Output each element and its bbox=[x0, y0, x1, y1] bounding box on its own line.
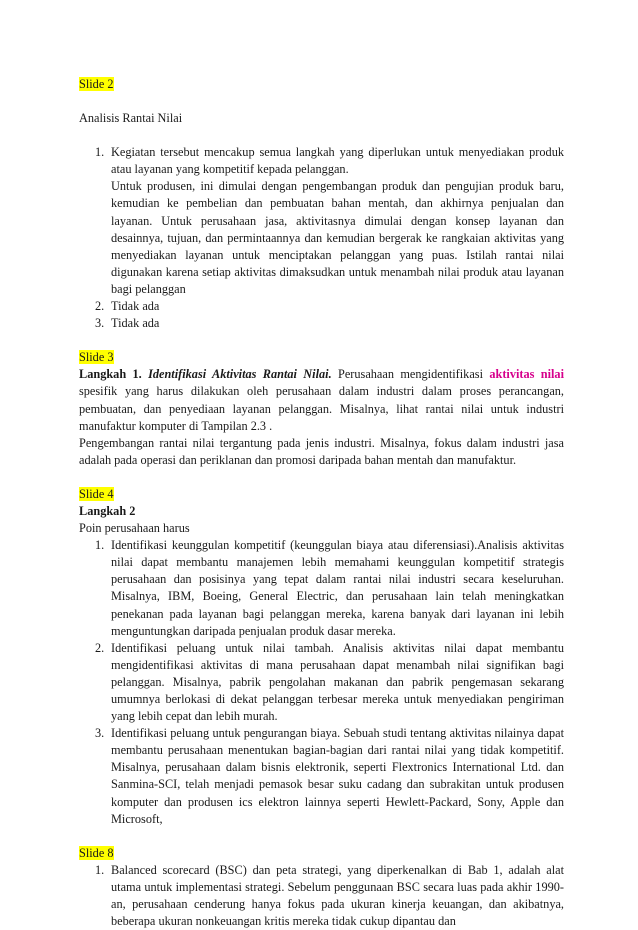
list-item: 1. Identifikasi keunggulan kompetitif (keunggulan biaya atau diferensiasi).Analisis aktivitas nilai dapat membantu manajemen lebih memahami keunggulan kompetitif strategis perusahaan dan posisinya yang tepat dalam rantai nilai industri secara keseluruhan. Misalnya, IBM, Boeing, General Electric, dan perusahaan lain telah meningkatkan penekanan pada layanan bagi pelanggan mereka, karena banyak dari layanan ini lebih menguntungkan daripada penjualan produk dasar mereka. bbox=[95, 538, 564, 638]
list-item-text: Tidak ada bbox=[111, 316, 160, 331]
list-item: 2. Identifikasi peluang untuk nilai tambah. Analisis aktivitas nilai dapat membantu mengidentifikasi aktivitas di mana perusahaan dapat menambah nilai signifikan bagi pelanggan. Misalnya, pabrik pengolahan makanan dan pabrik pengemasan sekarang umumnya berlokasi di dekat pelanggan terbesar mereka untuk menyediakan pengiriman yang lebih cepat dan lebih murah. bbox=[95, 640, 564, 724]
slide-8-list bbox=[79, 862, 564, 930]
slide-4-heading: Langkah 2 bbox=[79, 503, 136, 518]
slide-3-label: Slide 3 bbox=[79, 350, 114, 365]
list-item-text: Identifikasi peluang untuk pengurangan biaya. Sebuah studi tentang aktivitas nilainya dapat membantu perusahaan menentukan bagian-bagian dari rantai nilai yang tidak kompetitif. Misalnya, perusahaan dalam bisnis elektronik, seperti Flextronics International Ltd. dan Sanmina-SCI, telah menjadi pemasok besar suku cadang dan subrakitan untuk produsen komputer dan produsen ics elektron lainnya seperti Hewlett-Packard, Sony, Apple dan Microsoft, bbox=[111, 726, 564, 826]
list-item-text-continued: Untuk produsen, ini dimulai dengan pengembangan produk dan pengujian produk baru, kemudian ke pembelian dan pembuatan bahan mentah, dan akhirnya penjualan dan layanan. Untuk perusahaan jasa, aktivitasnya dimulai dengan konsep layanan dan desainnya, tujuan, dan permintaannya dan kemudian bergerak ke rangkaian aktivitas yang menyediakan layanan untuk menciptakan pelanggan yang puas. Istilah rantai nilai digunakan karena setiap aktivitas dimaksudkan untuk menambah nilai produk atau layanan bagi pelanggan bbox=[111, 179, 564, 296]
list-item-text: Balanced scorecard (BSC) dan peta strategi, yang diperkenalkan di Bab 1, adalah alat utama untuk implementasi strategi. Sebelum penggunaan BSC secara luas pada akhir 1990-an, perusahaan cenderung hanya fokus pada ukuran kinerja keuangan, dan akibatnya, beberapa ukuran nonkeuangan kritis mereka tidak cukup dipantau dan bbox=[111, 862, 564, 929]
slide-8-label: Slide 8 bbox=[79, 845, 114, 860]
list-item: 1. Balanced scorecard (BSC) dan peta strategi, yang diperkenalkan di Bab 1, adalah alat utama untuk implementasi strategi. Sebelum penggunaan BSC secara luas pada akhir 1990-an, perusahaan cenderung hanya fokus pada ukuran kinerja keuangan, dan akibatnya, beberapa ukuran nonkeuangan kritis mereka tidak cukup dipantau dan bbox=[95, 862, 564, 929]
slide-2-heading: Analisis Rantai Nilai bbox=[79, 111, 183, 126]
list-item: 1. Kegiatan tersebut mencakup semua langkah yang diperlukan untuk menyediakan produk atau layanan yang kompetitif kepada pelanggan. Untuk produsen, ini dimulai dengan pengembangan produk dan pengujian produk baru, kemudian ke pembelian dan pembuatan bahan mentah, dan akhirnya penjualan dan layanan. Untuk perusahaan jasa, aktivitasnya dimulai dengan konsep layanan dan desainnya, tujuan, dan permintaannya dan kemudian bergerak ke rangkaian aktivitas yang menyediakan layanan untuk menciptakan pelanggan yang puas. Istilah rantai nilai digunakan karena setiap aktivitas dimaksudkan untuk menambah nilai produk atau layanan bagi pelanggan bbox=[95, 145, 564, 296]
slide-3-paragraph-2: Pengembangan rantai nilai tergantung pada jenis industri. Misalnya, fokus dalam industri jasa adalah pada operasi dan periklanan dan promosi daripada bahan mentah dan manufaktur. bbox=[79, 435, 564, 467]
slide-2-list bbox=[79, 144, 564, 332]
slide-3-paragraph: Langkah 1. Identifikasi Aktivitas Rantai Nilai. Perusahaan mengidentifikasi aktivitas nilai spesifik yang harus dilakukan oleh perusahaan dalam industri dalam proses perancangan, pembuatan, dan penyediaan layanan pelanggan. Misalnya, lihat rantai nilai untuk industri manufaktur komputer di Tampilan 2.3 . bbox=[79, 367, 564, 433]
list-item-text: Tidak ada bbox=[111, 299, 160, 314]
list-item-text: Identifikasi peluang untuk nilai tambah. Analisis aktivitas nilai dapat membantu mengidentifikasi aktivitas di mana perusahaan dapat menambah nilai signifikan bagi pelanggan. Misalnya, pabrik pengolahan makanan dan pabrik pengemasan sekarang umumnya berlokasi di dekat pelanggan terbesar mereka untuk menyediakan pengiriman yang lebih cepat dan lebih murah. bbox=[111, 640, 564, 724]
document-content bbox=[79, 76, 564, 930]
slide-4-intro: Poin perusahaan harus bbox=[79, 521, 190, 536]
highlighted-term: aktivitas nilai bbox=[489, 367, 564, 382]
slide-4-list bbox=[79, 537, 564, 828]
list-item: 2. Tidak ada bbox=[95, 299, 160, 314]
slide-4-label: Slide 4 bbox=[79, 486, 114, 501]
list-item-text: Identifikasi keunggulan kompetitif (keunggulan biaya atau diferensiasi).Analisis aktivitas nilai dapat membantu manajemen lebih memahami keunggulan kompetitif strategis perusahaan dan posisinya yang tepat dalam rantai nilai industri secara keseluruhan. Misalnya, IBM, Boeing, General Electric, dan perusahaan lain telah meningkatkan penekanan pada layanan bagi pelanggan mereka, karena banyak dari layanan ini lebih menguntungkan daripada penjualan produk dasar mereka. bbox=[111, 538, 564, 638]
list-item: 3. Tidak ada bbox=[95, 316, 160, 331]
list-item-text: Kegiatan tersebut mencakup semua langkah yang diperlukan untuk menyediakan produk atau layanan yang kompetitif kepada pelanggan. bbox=[111, 145, 564, 177]
slide-2-label: Slide 2 bbox=[79, 77, 114, 91]
list-item: 3. Identifikasi peluang untuk pengurangan biaya. Sebuah studi tentang aktivitas nilainya dapat membantu perusahaan menentukan bagian-bagian dari rantai nilai yang tidak kompetitif. Misalnya, perusahaan dalam bisnis elektronik, seperti Flextronics International Ltd. dan Sanmina-SCI, telah menjadi pemasok besar suku cadang dan subrakitan untuk produsen komputer dan produsen ics elektron lainnya seperti Hewlett-Packard, Sony, Apple dan Microsoft, bbox=[95, 726, 564, 826]
